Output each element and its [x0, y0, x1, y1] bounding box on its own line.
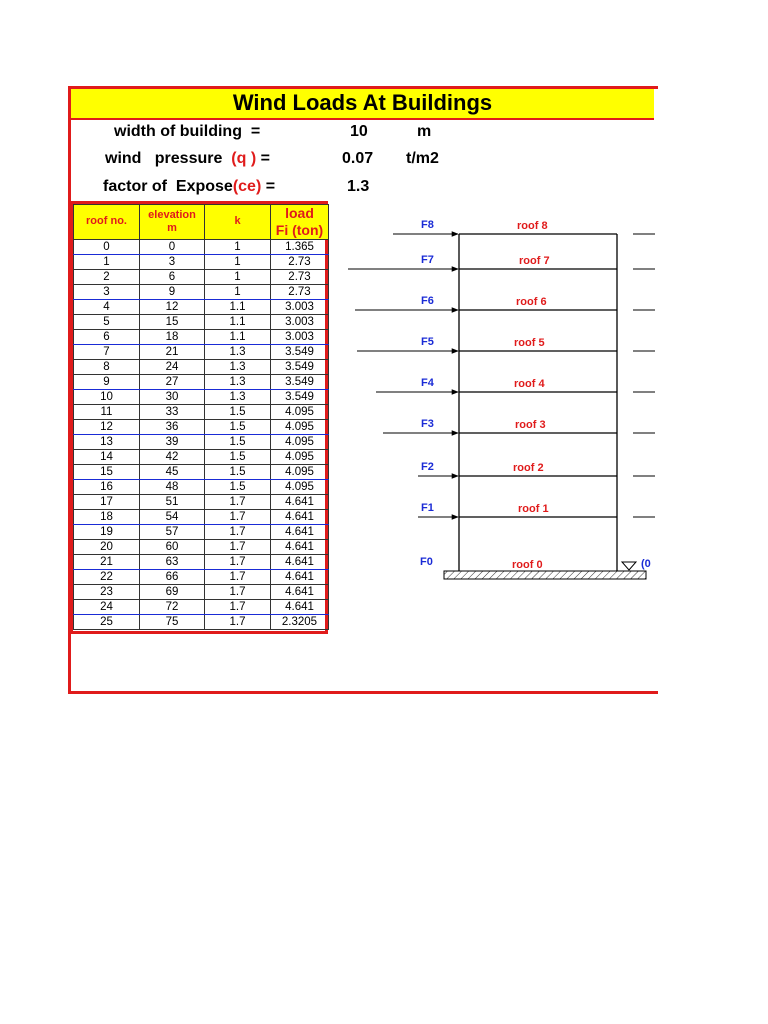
cell-elevation: 24 — [140, 359, 205, 374]
header-elevation: elevation m — [140, 205, 205, 240]
cell-k: 1 — [205, 284, 271, 299]
force-label-4: F4 — [421, 377, 434, 389]
cell-roof-no: 10 — [74, 389, 140, 404]
cell-load: 4.641 — [271, 599, 329, 614]
cell-k: 1 — [205, 254, 271, 269]
cell-load: 4.641 — [271, 569, 329, 584]
roof-label-3: roof 3 — [515, 419, 546, 431]
cell-elevation: 21 — [140, 344, 205, 359]
cell-roof-no: 5 — [74, 314, 140, 329]
cell-k: 1 — [205, 239, 271, 254]
cell-load: 4.095 — [271, 434, 329, 449]
cell-load: 4.641 — [271, 524, 329, 539]
cell-elevation: 60 — [140, 539, 205, 554]
cell-elevation: 57 — [140, 524, 205, 539]
cell-k: 1.5 — [205, 464, 271, 479]
cell-elevation: 15 — [140, 314, 205, 329]
cell-k: 1.3 — [205, 389, 271, 404]
ground-level-label: (0 — [641, 558, 651, 570]
cell-elevation: 12 — [140, 299, 205, 314]
cell-k: 1.3 — [205, 374, 271, 389]
cell-k: 1.7 — [205, 524, 271, 539]
cell-load: 3.549 — [271, 344, 329, 359]
cell-load: 4.641 — [271, 554, 329, 569]
cell-elevation: 42 — [140, 449, 205, 464]
cell-k: 1.5 — [205, 434, 271, 449]
cell-roof-no: 13 — [74, 434, 140, 449]
cell-load: 4.095 — [271, 419, 329, 434]
cell-roof-no: 22 — [74, 569, 140, 584]
cell-roof-no: 9 — [74, 374, 140, 389]
cell-k: 1.7 — [205, 614, 271, 629]
cell-k: 1.1 — [205, 314, 271, 329]
cell-elevation: 3 — [140, 254, 205, 269]
cell-k: 1.7 — [205, 494, 271, 509]
cell-load: 4.641 — [271, 494, 329, 509]
width-value[interactable]: 10 — [350, 123, 368, 140]
cell-load: 2.73 — [271, 254, 329, 269]
force-label-8: F8 — [421, 219, 434, 231]
cell-elevation: 30 — [140, 389, 205, 404]
cell-load: 3.549 — [271, 374, 329, 389]
roof-label-8: roof 8 — [517, 220, 548, 232]
cell-load: 4.095 — [271, 404, 329, 419]
cell-roof-no: 11 — [74, 404, 140, 419]
cell-load: 3.549 — [271, 389, 329, 404]
ground-level-marker-icon — [622, 562, 636, 570]
pressure-unit: t/m2 — [406, 150, 439, 167]
cell-elevation: 36 — [140, 419, 205, 434]
force-label-7: F7 — [421, 254, 434, 266]
cell-k: 1.7 — [205, 539, 271, 554]
cell-k: 1.3 — [205, 344, 271, 359]
expose-label: factor of Expose(ce) = — [103, 178, 276, 195]
cell-k: 1.7 — [205, 554, 271, 569]
cell-load: 3.003 — [271, 329, 329, 344]
cell-elevation: 6 — [140, 269, 205, 284]
roof-label-7: roof 7 — [519, 255, 550, 267]
cell-k: 1.7 — [205, 584, 271, 599]
roof-label-5: roof 5 — [514, 337, 545, 349]
force-label-1: F1 — [421, 502, 434, 514]
cell-k: 1.1 — [205, 329, 271, 344]
cell-roof-no: 24 — [74, 599, 140, 614]
cell-load: 3.003 — [271, 314, 329, 329]
cell-roof-no: 12 — [74, 419, 140, 434]
cell-load: 3.549 — [271, 359, 329, 374]
cell-load: 4.095 — [271, 479, 329, 494]
cell-load: 2.3205 — [271, 614, 329, 629]
cell-roof-no: 25 — [74, 614, 140, 629]
cell-roof-no: 20 — [74, 539, 140, 554]
cell-elevation: 63 — [140, 554, 205, 569]
expose-value[interactable]: 1.3 — [347, 178, 370, 195]
cell-elevation: 51 — [140, 494, 205, 509]
cell-k: 1 — [205, 269, 271, 284]
cell-k: 1.5 — [205, 419, 271, 434]
cell-elevation: 54 — [140, 509, 205, 524]
cell-elevation: 18 — [140, 329, 205, 344]
cell-load: 4.641 — [271, 509, 329, 524]
cell-roof-no: 15 — [74, 464, 140, 479]
cell-k: 1.1 — [205, 299, 271, 314]
cell-roof-no: 19 — [74, 524, 140, 539]
cell-load: 1.365 — [271, 239, 329, 254]
cell-load: 2.73 — [271, 284, 329, 299]
roof-label-6: roof 6 — [516, 296, 547, 308]
header-k: k — [205, 205, 271, 240]
cell-k: 1.3 — [205, 359, 271, 374]
cell-elevation: 33 — [140, 404, 205, 419]
header-roof-no: roof no. — [74, 205, 140, 240]
cell-roof-no: 2 — [74, 269, 140, 284]
cell-elevation: 45 — [140, 464, 205, 479]
cell-roof-no: 1 — [74, 254, 140, 269]
cell-k: 1.7 — [205, 509, 271, 524]
force-label-6: F6 — [421, 295, 434, 307]
roof-label-1: roof 1 — [518, 503, 549, 515]
cell-roof-no: 21 — [74, 554, 140, 569]
header-load: load Fi (ton) — [271, 205, 329, 240]
cell-roof-no: 18 — [74, 509, 140, 524]
cell-elevation: 39 — [140, 434, 205, 449]
cell-elevation: 66 — [140, 569, 205, 584]
width-unit: m — [417, 123, 432, 140]
roof-label-4: roof 4 — [514, 378, 545, 390]
cell-load: 4.095 — [271, 464, 329, 479]
cell-elevation: 0 — [140, 239, 205, 254]
cell-load: 4.095 — [271, 449, 329, 464]
cell-roof-no: 4 — [74, 299, 140, 314]
pressure-label: wind pressure (q ) = — [105, 150, 270, 167]
cell-load: 4.641 — [271, 584, 329, 599]
cell-elevation: 9 — [140, 284, 205, 299]
cell-k: 1.5 — [205, 404, 271, 419]
cell-roof-no: 8 — [74, 359, 140, 374]
cell-roof-no: 16 — [74, 479, 140, 494]
cell-load: 2.73 — [271, 269, 329, 284]
cell-k: 1.7 — [205, 599, 271, 614]
roof-label-0: roof 0 — [512, 559, 543, 571]
cell-k: 1.5 — [205, 449, 271, 464]
page-title: Wind Loads At Buildings — [232, 90, 493, 115]
cell-elevation: 69 — [140, 584, 205, 599]
force-label-5: F5 — [421, 336, 434, 348]
cell-elevation: 27 — [140, 374, 205, 389]
cell-k: 1.7 — [205, 569, 271, 584]
cell-elevation: 48 — [140, 479, 205, 494]
cell-roof-no: 14 — [74, 449, 140, 464]
cell-load: 3.003 — [271, 299, 329, 314]
cell-roof-no: 3 — [74, 284, 140, 299]
cell-roof-no: 0 — [74, 239, 140, 254]
cell-load: 4.641 — [271, 539, 329, 554]
roof-label-2: roof 2 — [513, 462, 544, 474]
cell-roof-no: 6 — [74, 329, 140, 344]
force-label-0: F0 — [420, 556, 433, 568]
ground-hatch — [444, 571, 646, 579]
cell-elevation: 72 — [140, 599, 205, 614]
force-label-2: F2 — [421, 461, 434, 473]
cell-elevation: 75 — [140, 614, 205, 629]
cell-roof-no: 7 — [74, 344, 140, 359]
cell-k: 1.5 — [205, 479, 271, 494]
cell-roof-no: 23 — [74, 584, 140, 599]
force-label-3: F3 — [421, 418, 434, 430]
width-label: width of building = — [114, 123, 261, 140]
cell-roof-no: 17 — [74, 494, 140, 509]
pressure-value[interactable]: 0.07 — [342, 150, 374, 167]
